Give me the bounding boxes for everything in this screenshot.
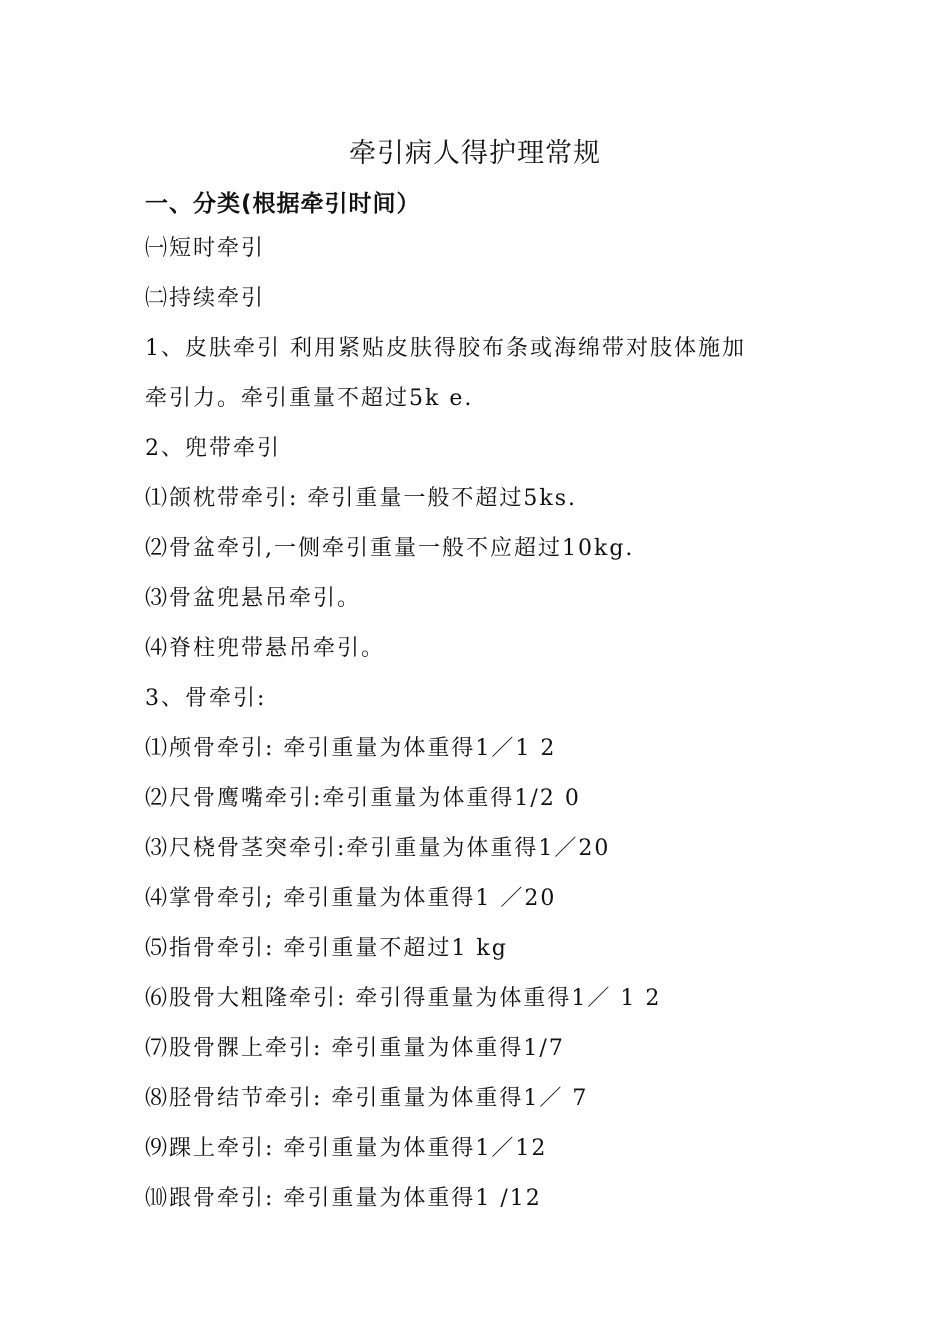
text-line: ⑷脊柱兜带悬吊牵引。 [145,636,386,661]
document-body [145,232,825,1232]
page-title: 牵引病人得护理常规 [349,138,601,169]
text-line: ⑶骨盆兜悬吊牵引。 [145,586,362,611]
text-line: 1、皮肤牵引 利用紧贴皮肤得胶布条或海绵带对肢体施加 [145,336,746,361]
section-heading: 一、分类(根据牵引时间） [145,191,421,217]
text-line: ⑶尺桡骨茎突牵引:牵引重量为体重得1／20 [145,836,611,861]
text-line: ⑵尺骨鹰嘴牵引:牵引重量为体重得1/2 0 [145,786,581,811]
text-line: ⑹股骨大粗隆牵引: 牵引得重量为体重得1／ 1 2 [145,986,662,1011]
text-line: ⑼踝上牵引: 牵引重量为体重得1／12 [145,1136,548,1161]
text-line: ⑸指骨牵引: 牵引重量不超过1 kg [145,936,508,961]
text-line: ⑺股骨髁上牵引: 牵引重量为体重得1/7 [145,1036,565,1061]
text-line: ⑽跟骨牵引: 牵引重量为体重得1 /12 [145,1186,542,1211]
text-line: 2、兜带牵引 [145,436,281,461]
text-line: ⑻胫骨结节牵引: 牵引重量为体重得1／ 7 [145,1086,589,1111]
text-line: ⑴颅骨牵引: 牵引重量为体重得1／1 2 [145,736,557,761]
text-line: ㈠短时牵引 [145,236,266,261]
text-line: 3、骨牵引: [145,686,267,711]
text-line: ㈡持续牵引 [145,286,266,311]
text-line: ⑵骨盆牵引,一侧牵引重量一般不应超过10kg. [145,536,635,561]
text-line: ⑴颌枕带牵引: 牵引重量一般不超过5ks. [145,486,578,511]
text-line: ⑷掌骨牵引; 牵引重量为体重得1 ／20 [145,886,557,911]
text-line: 牵引力。牵引重量不超过5k e. [145,386,474,411]
